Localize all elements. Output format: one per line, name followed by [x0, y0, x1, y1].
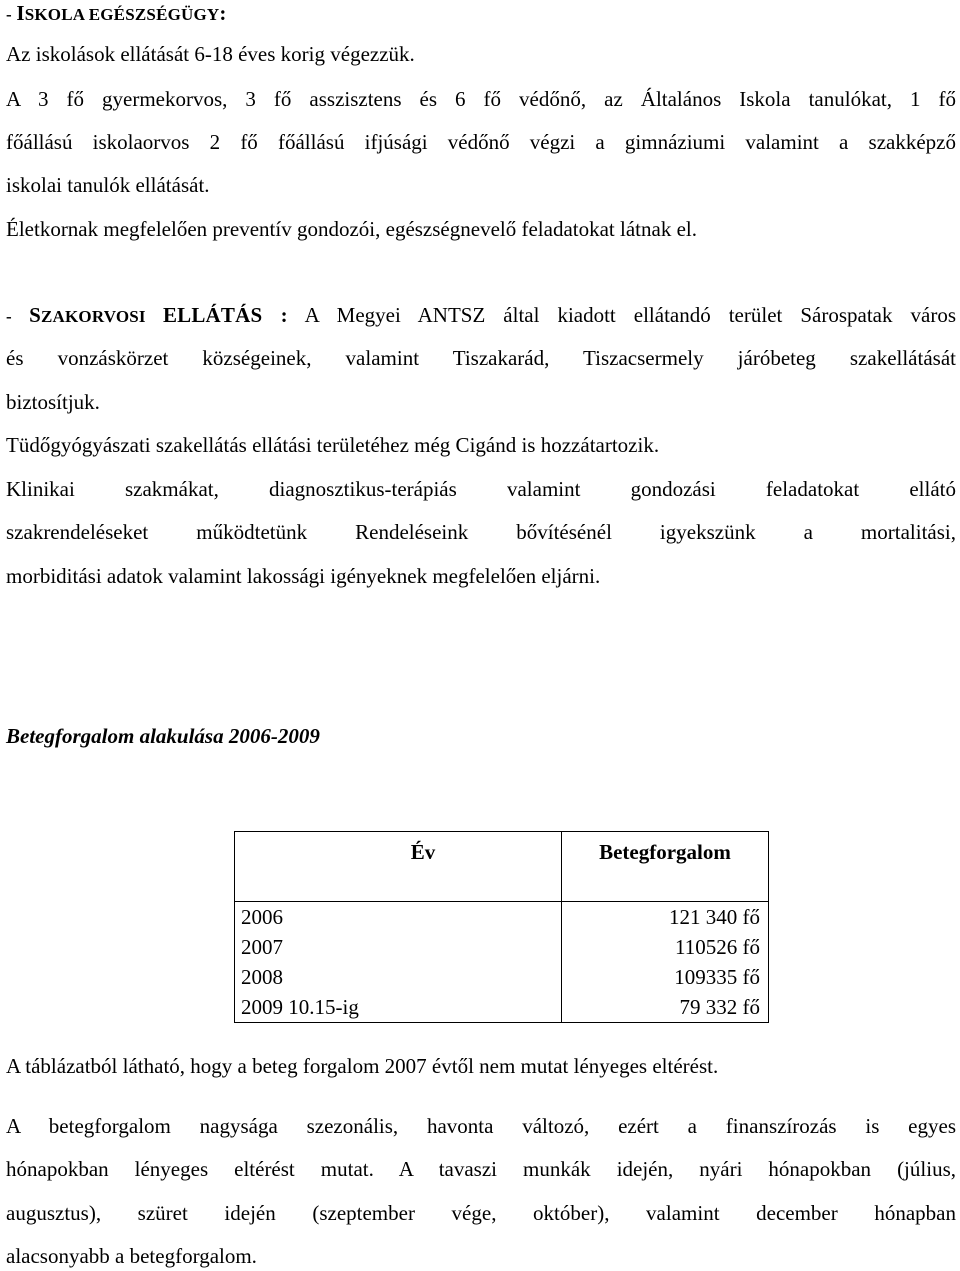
school-health-heading: - ISKOLA EGÉSZSÉGÜGY: — [6, 1, 227, 25]
year-cell: 2006 — [235, 902, 562, 933]
paragraph-line: Életkornak megfelelően preventív gondozói, egészségnevelő feladatokat látnak el. — [6, 217, 697, 241]
paragraph-line: Az iskolások ellátását 6-18 éves korig végezzük. — [6, 42, 415, 66]
paragraph-line: augusztus), szüret idején (szeptember vége, október), valamint december hónapban — [6, 1201, 956, 1225]
value-cell: 109335 fő — [562, 962, 769, 992]
paragraph-line: főállású iskolaorvos 2 fő főállású ifjúsági védőnő végzi a gimnáziumi valamint a szakképző — [6, 130, 956, 154]
paragraph-line: A betegforgalom nagysága szezonális, havonta változó, ezért a finanszírozás is egyes — [6, 1114, 956, 1138]
column-header-traffic: Betegforgalom — [562, 832, 769, 902]
paragraph-line: hónapokban lényeges eltérést mutat. A tavaszi munkák idején, nyári hónapokban (július, — [6, 1157, 956, 1181]
value-cell: 110526 fő — [562, 932, 769, 962]
patient-traffic-table — [234, 831, 769, 1023]
table-row — [235, 962, 769, 992]
year-cell: 2009 10.15-ig — [235, 992, 562, 1023]
paragraph-line: A táblázatból látható, hogy a beteg forgalom 2007 évtől nem mutat lényeges eltérést. — [6, 1054, 719, 1078]
value-cell: 79 332 fő — [562, 992, 769, 1023]
specialist-care-heading: - SZAKORVOSI ELLÁTÁS : — [6, 303, 288, 327]
year-cell: 2007 — [235, 932, 562, 962]
table-title: Betegforgalom alakulása 2006-2009 — [6, 724, 320, 748]
value-cell: 121 340 fő — [562, 902, 769, 933]
table-row — [235, 902, 769, 933]
specialist-care-line: - SZAKORVOSI ELLÁTÁS : A Megyei ANTSZ által kiadott ellátandó terület Sárospatak város — [6, 303, 956, 327]
paragraph-line: A 3 fő gyermekorvos, 3 fő asszisztens és 6 fő védőnő, az Általános Iskola tanulókat, 1 fő — [6, 87, 956, 111]
column-header-year: Év — [235, 832, 562, 902]
paragraph-line: Klinikai szakmákat, diagnosztikus-terápiás valamint gondozási feladatokat ellátó — [6, 477, 956, 501]
paragraph-line: alacsonyabb a betegforgalom. — [6, 1244, 257, 1268]
paragraph-line: iskolai tanulók ellátását. — [6, 173, 210, 197]
year-cell: 2008 — [235, 962, 562, 992]
table-row — [235, 932, 769, 962]
table-header-row — [235, 832, 769, 902]
paragraph-line: és vonzáskörzet községeinek, valamint Tiszakarád, Tiszacsermely járóbeteg szakellátását — [6, 346, 956, 370]
paragraph-line: szakrendeléseket működtetünk Rendeléseink bővítésénél igyekszünk a mortalitási, — [6, 520, 956, 544]
table-row — [235, 992, 769, 1023]
paragraph-line: Tüdőgyógyászati szakellátás ellátási területéhez még Cigánd is hozzátartozik. — [6, 433, 660, 457]
paragraph-line: morbiditási adatok valamint lakossági igényeknek megfelelően eljárni. — [6, 564, 601, 588]
paragraph-line: biztosítjuk. — [6, 390, 100, 414]
